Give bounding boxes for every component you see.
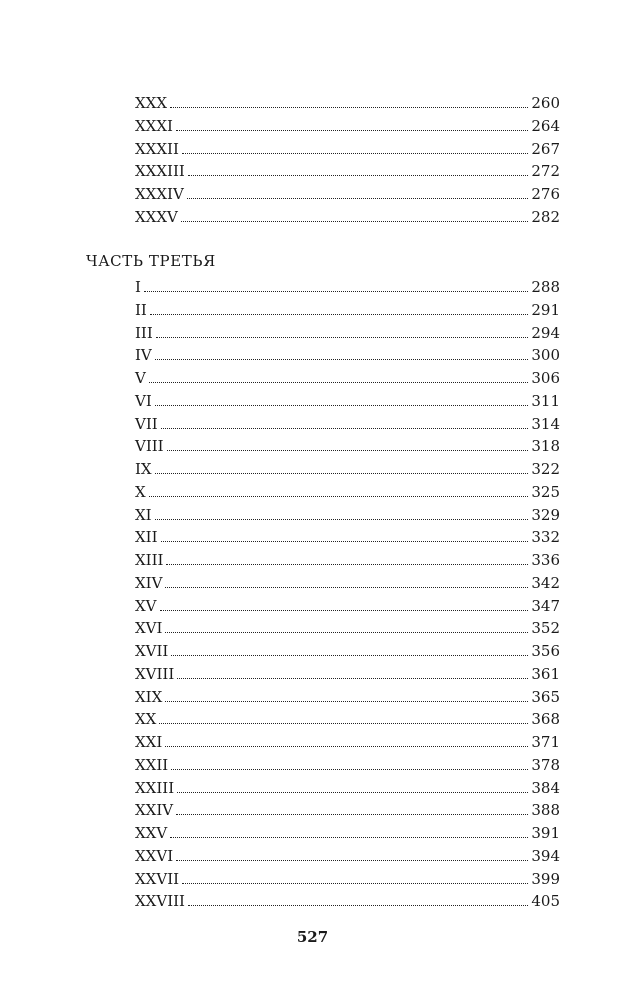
toc-dot-leader — [165, 745, 528, 747]
toc-dot-leader — [187, 197, 529, 199]
toc-row — [135, 777, 560, 800]
toc-chapter-label: III — [135, 323, 153, 342]
toc-row — [135, 299, 560, 322]
toc-chapter-label: VI — [135, 391, 152, 410]
toc-page-number: 311 — [531, 391, 560, 410]
toc-row — [135, 115, 560, 138]
toc-page-number: 394 — [531, 846, 560, 865]
toc-row — [135, 367, 560, 390]
toc-chapter-label: XXVIII — [135, 892, 185, 911]
toc-dot-leader — [176, 813, 528, 815]
toc-row — [135, 708, 560, 731]
toc-page-number: 325 — [531, 482, 560, 501]
toc-page-number: 329 — [531, 505, 560, 524]
toc-page-number: 361 — [531, 664, 560, 683]
toc-page-number: 336 — [531, 551, 560, 569]
toc-page-number: 405 — [531, 892, 560, 911]
toc-page-number: 267 — [531, 139, 560, 158]
toc-chapter-label: IX — [135, 460, 152, 478]
toc-list-continued — [135, 92, 560, 229]
toc-page-number: 332 — [531, 528, 560, 547]
toc-chapter-label: XXXIV — [135, 185, 184, 203]
toc-dot-leader — [165, 700, 528, 702]
toc-row — [135, 549, 560, 572]
toc-chapter-label: XVII — [135, 642, 169, 660]
toc-row — [135, 686, 560, 709]
toc-chapter-label: IV — [135, 346, 152, 365]
toc-row — [135, 731, 560, 754]
toc-row — [135, 572, 560, 595]
toc-chapter-label: XXX — [135, 94, 168, 112]
toc-page-number: 291 — [531, 300, 560, 319]
toc-dot-leader — [166, 563, 528, 565]
toc-chapter-label: XXII — [135, 755, 169, 774]
toc-page-number: 384 — [531, 778, 560, 797]
toc-dot-leader — [144, 290, 528, 292]
toc-row — [135, 160, 560, 183]
toc-chapter-label: XI — [135, 505, 152, 524]
toc-row — [135, 640, 560, 663]
toc-page-number: 356 — [531, 642, 560, 660]
toc-dot-leader — [155, 518, 529, 520]
toc-row — [135, 458, 560, 481]
toc-page-number: 365 — [531, 687, 560, 706]
toc-chapter-label: XXXV — [135, 207, 178, 226]
toc-dot-leader — [149, 495, 529, 497]
toc-dot-leader — [188, 174, 529, 176]
toc-dot-leader — [155, 472, 529, 474]
toc-chapter-label: I — [135, 278, 141, 296]
toc-dot-leader — [182, 882, 528, 884]
toc-chapter-label: II — [135, 300, 147, 319]
toc-page-number: 294 — [531, 323, 560, 342]
toc-chapter-label: XXV — [135, 824, 168, 842]
toc-row — [135, 663, 560, 686]
toc-row — [135, 276, 560, 299]
toc-chapter-label: XXIV — [135, 801, 174, 820]
toc-row — [135, 206, 560, 229]
toc-list-part-three — [135, 276, 560, 913]
toc-row — [135, 481, 560, 504]
toc-page-number: 318 — [531, 437, 560, 456]
toc-row — [135, 344, 560, 367]
toc-dot-leader — [160, 609, 529, 611]
toc-chapter-label: VII — [135, 414, 158, 433]
toc-row — [135, 799, 560, 822]
page-number: 527 — [296, 928, 329, 946]
toc-row — [135, 595, 560, 618]
toc-chapter-label: XXXIII — [135, 162, 185, 181]
toc-row — [135, 92, 560, 115]
toc-page-number: 399 — [531, 869, 560, 888]
toc-chapter-label: VIII — [135, 437, 164, 456]
toc-dot-leader — [161, 427, 529, 429]
toc-dot-leader — [161, 540, 529, 542]
toc-dot-leader — [156, 336, 529, 338]
toc-page-number: 352 — [531, 619, 560, 638]
toc-row — [135, 390, 560, 413]
toc-chapter-label: XVIII — [135, 664, 175, 683]
toc-page-number: 391 — [531, 824, 560, 842]
toc-chapter-label: XX — [135, 710, 157, 729]
toc-chapter-label: XXXII — [135, 139, 179, 158]
toc-row — [135, 868, 560, 891]
toc-chapter-label: V — [135, 369, 146, 387]
toc-dot-leader — [171, 768, 528, 770]
toc-chapter-label: XXVII — [135, 869, 180, 888]
toc-row — [135, 845, 560, 868]
toc-chapter-label: XXIII — [135, 778, 175, 797]
toc-row — [135, 435, 560, 458]
toc-page-number: 300 — [531, 346, 560, 365]
toc-page-number: 276 — [531, 185, 560, 203]
toc-dot-leader — [165, 586, 528, 588]
toc-chapter-label: X — [135, 482, 146, 501]
toc-chapter-label: XVI — [135, 619, 163, 638]
toc-page-number: 347 — [531, 596, 560, 615]
toc-dot-leader — [188, 904, 528, 906]
toc-dot-leader — [155, 358, 529, 360]
toc-dot-leader — [170, 106, 528, 108]
toc-dot-leader — [155, 404, 529, 406]
section-title: ЧАСТЬ ТРЕТЬЯ — [86, 252, 216, 270]
toc-page-number: 288 — [531, 278, 560, 296]
toc-page-number: 314 — [531, 414, 560, 433]
toc-dot-leader — [167, 449, 529, 451]
toc-dot-leader — [182, 152, 528, 154]
toc-page-number: 371 — [531, 733, 560, 751]
toc-dot-leader — [176, 859, 528, 861]
toc-page-number: 306 — [531, 369, 560, 387]
toc-page-number: 388 — [531, 801, 560, 820]
toc-dot-leader — [171, 654, 528, 656]
toc-page-number: 264 — [531, 116, 560, 135]
toc-row — [135, 138, 560, 161]
toc-page-number: 272 — [531, 162, 560, 181]
toc-chapter-label: XII — [135, 528, 158, 547]
toc-page-number: 378 — [531, 755, 560, 774]
toc-row — [135, 526, 560, 549]
toc-chapter-label: XIV — [135, 573, 163, 592]
toc-chapter-label: XXI — [135, 733, 163, 751]
toc-page-number: 322 — [531, 460, 560, 478]
toc-row — [135, 890, 560, 913]
toc-chapter-label: XIX — [135, 687, 163, 706]
toc-page-number: 282 — [531, 207, 560, 226]
toc-dot-leader — [149, 381, 529, 383]
toc-row — [135, 413, 560, 436]
toc-page-number: 260 — [531, 94, 560, 112]
toc-chapter-label: XXXI — [135, 116, 173, 135]
toc-row — [135, 822, 560, 845]
toc-dot-leader — [165, 631, 528, 633]
toc-row — [135, 183, 560, 206]
toc-dot-leader — [176, 129, 528, 131]
toc-chapter-label: XV — [135, 596, 157, 615]
toc-chapter-label: XIII — [135, 551, 164, 569]
toc-dot-leader — [177, 677, 528, 679]
toc-row — [135, 322, 560, 345]
toc-dot-leader — [181, 220, 528, 222]
toc-dot-leader — [159, 722, 528, 724]
toc-dot-leader — [170, 836, 528, 838]
toc-row — [135, 754, 560, 777]
toc-dot-leader — [177, 791, 528, 793]
toc-page-number: 342 — [531, 573, 560, 592]
toc-chapter-label: XXVI — [135, 846, 174, 865]
toc-dot-leader — [150, 313, 529, 315]
toc-row — [135, 504, 560, 527]
toc-page-number: 368 — [531, 710, 560, 729]
toc-row — [135, 617, 560, 640]
